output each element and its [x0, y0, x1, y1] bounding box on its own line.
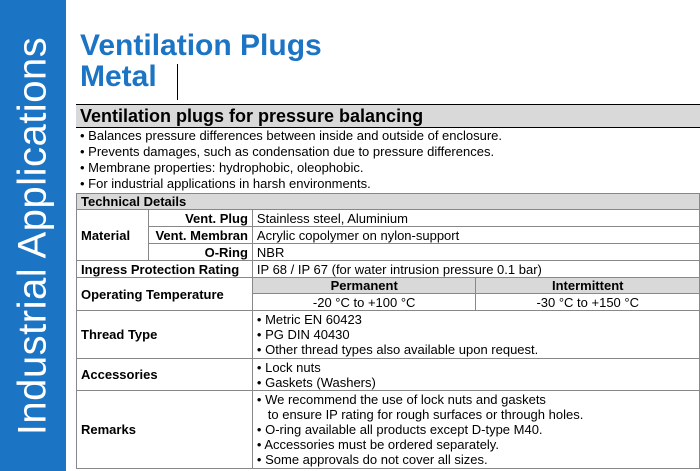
page-title: [80, 30, 500, 92]
table-header-row: [77, 194, 700, 210]
material-value: Stainless steel, Aluminium: [252, 210, 699, 227]
text-cursor: [177, 64, 178, 100]
section-heading: Ventilation plugs for pressure balancing: [76, 104, 700, 128]
thread-item: • Other thread types also available upon request.: [256, 342, 539, 357]
technical-details-table: [76, 193, 700, 469]
feature-item: • Prevents damages, such as condensation due to pressure differences.: [80, 144, 495, 159]
accessory-item: • Lock nuts: [256, 359, 321, 375]
title-line-2: Metal: [80, 60, 157, 93]
ingress-value: IP 68 / IP 67 (for water intrusion pressure 0.1 bar): [252, 261, 699, 278]
accessory-item: • Gaskets (Washers): [256, 374, 376, 390]
remarks-values: [252, 391, 699, 469]
material-label: Material: [77, 210, 149, 261]
accessories-label: Accessories: [77, 359, 253, 391]
material-name: Vent. Plug: [148, 210, 252, 227]
remark-item: • O-ring available all products except D-type M40.: [256, 422, 543, 437]
feature-item: • Membrane properties: hydrophobic, oleophobic.: [80, 160, 364, 175]
intermittent-value: -30 °C to +150 °C: [476, 294, 700, 311]
ingress-label: Ingress Protection Rating: [77, 261, 253, 278]
table-row: [77, 359, 700, 391]
remark-item: • We recommend the use of lock nuts and gaskets: [256, 392, 546, 407]
permanent-header: Permanent: [252, 278, 476, 294]
remark-item: to ensure IP rating for rough surfaces or through holes.: [256, 407, 584, 422]
table-row: [77, 244, 700, 261]
sidebar-band: [0, 0, 66, 471]
permanent-value: -20 °C to +100 °C: [252, 294, 476, 311]
remark-item: • Some approvals do not cover all sizes.: [256, 452, 488, 467]
table-row: [77, 391, 700, 469]
remarks-label: Remarks: [77, 391, 253, 469]
feature-list: [80, 128, 700, 192]
feature-item: • Balances pressure differences between inside and outside of enclosure.: [80, 128, 503, 143]
table-row: [77, 210, 700, 227]
intermittent-header: Intermittent: [476, 278, 700, 294]
material-value: NBR: [252, 244, 699, 261]
table-header: Technical Details: [77, 194, 700, 210]
material-name: O-Ring: [148, 244, 252, 261]
temperature-label: Operating Temperature: [77, 278, 253, 311]
thread-label: Thread Type: [77, 311, 253, 359]
thread-item: • PG DIN 40430: [256, 327, 350, 342]
accessories-values: [252, 359, 699, 391]
thread-values: [252, 311, 699, 359]
table-row: [77, 261, 700, 278]
title-line-1: Ventilation Plugs: [80, 29, 322, 62]
table-row: [77, 227, 700, 244]
thread-item: • Metric EN 60423: [256, 312, 362, 327]
feature-item: • For industrial applications in harsh environments.: [80, 176, 371, 191]
table-row: [77, 278, 700, 294]
material-name: Vent. Membran: [148, 227, 252, 244]
sidebar-vertical-title: Industrial Applications: [10, 36, 55, 436]
table-row: [77, 311, 700, 359]
remark-item: • Accessories must be ordered separately.: [256, 437, 499, 452]
material-value: Acrylic copolymer on nylon-support: [252, 227, 699, 244]
